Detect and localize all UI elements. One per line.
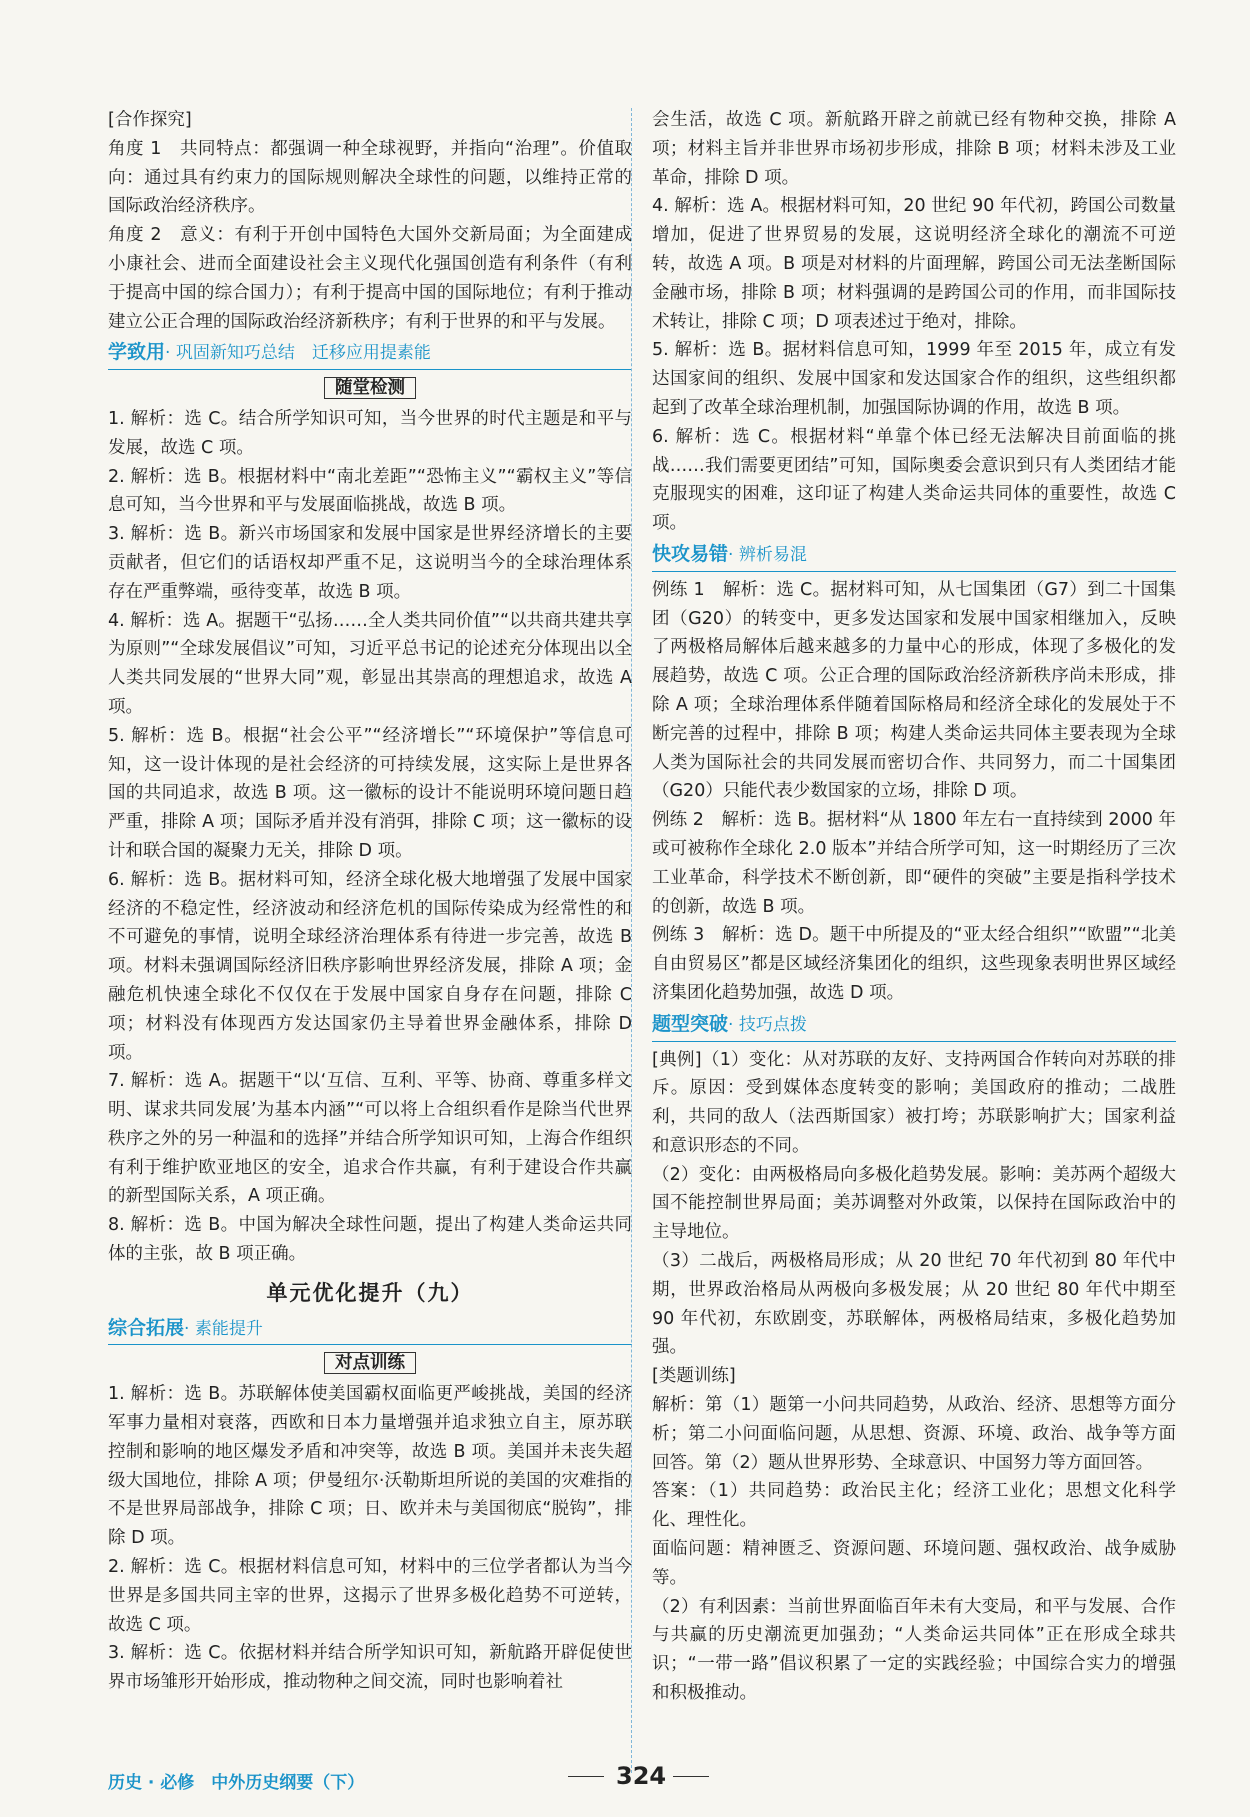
answer-item: 4. 解析：选 A。据题干“弘扬……全人类共同价值”“以共商共建共享为原则”“全球发展倡议”可知，习近平总书记的论述充分体现出以全人类共同发展的“世界大同”观，彰显出其崇高的理想追求，故选 A 项。: [108, 610, 632, 717]
footer-dash-left: [568, 1776, 604, 1777]
section-title: 快攻易错: [652, 542, 729, 565]
answer-item: 5. 解析：选 B。根据“社会公平”“经济增长”“环境保护”等信息可知，这一设计体现的是社会经济的可持续发展，这实际上是世界各国的共同追求，故选 B 项。这一徽标的设计不能说明环境问题日趋严重，排除 A 项；国际矛盾并没有消弭，排除 C 项；这一徽标的设计和联合国的凝聚力无关，排除 D 项。: [108, 725, 632, 861]
answer-item: 3. 解析：选 C。依据材料并结合所学知识可知，新航路开辟促使世界市场雏形开始形成，推动物种之间交流，同时也影响着社: [108, 1643, 632, 1693]
section-header-xuezhiyong: [108, 338, 632, 370]
answer-item: 2. 解析：选 B。根据材料中“南北差距”“恐怖主义”“霸权主义”等信息可知，当今世界和平与发展面临挑战，故选 B 项。: [108, 466, 632, 516]
answer-item: 2. 解析：选 C。根据材料信息可知，材料中的三位学者都认为当今世界是多国共同主宰的世界，这揭示了世界多极化趋势不可逆转，故选 C 项。: [108, 1557, 632, 1635]
similar-training-label: [类题训练]: [652, 1366, 736, 1387]
footer-subject: 历史 · 必修 中外历史纲要（下）: [108, 1773, 365, 1793]
section-subtitle: · 素能提升: [184, 1318, 263, 1339]
answer-paragraph: 答案：（1）共同趋势：政治民主化；经济工业化；思想文化科学化、理性化。: [652, 1481, 1176, 1531]
column-divider: [631, 108, 632, 1773]
answer-item: 1. 解析：选 B。苏联解体使美国霸权面临更严峻挑战，美国的经济军事力量相对衰落，西欧和日本力量增强并追求独立自主，原苏联控制和影响的地区爆发矛盾和冲突等，故选 B 项。美国并未丧失超级大国地位，排除 A 项；伊曼纽尔·沃勒斯坦所说的美国的灾难指的不是世界局部战争，排除 C 项；日、欧并未与美国彻底“脱钩”，排除 D 项。: [108, 1384, 632, 1549]
section-subtitle: · 辨析易混: [728, 544, 807, 565]
answer-paragraph: 面临问题：精神匮乏、资源问题、环境问题、强权政治、战争威胁等。: [652, 1539, 1176, 1588]
boxed-heading-quiz: 随堂检测: [108, 374, 632, 403]
boxed-heading-practice: 对点训练: [108, 1349, 632, 1378]
typical-example-paragraph: （2）变化：由两极格局向多极化趋势发展。影响：美苏两个超级大国不能控制世界局面；美苏调整对外政策，以保持在国际政治中的主导地位。: [652, 1164, 1176, 1243]
answer-item: 6. 解析：选 C。根据材料“单靠个体已经无法解决目前面临的挑战……我们需要更团结”可知，国际奥委会意识到只有人类团结才能克服现实的困难，这印证了构建人类命运共同体的重要性，故选 C 项。: [652, 426, 1176, 534]
section-header-kuaigong: [652, 540, 1176, 572]
section-header-tixing: [652, 1010, 1176, 1042]
section-header-zonghe: [108, 1314, 632, 1346]
unit-title: 单元优化提升（九）: [266, 1280, 474, 1305]
footer-dash-right: [673, 1776, 709, 1777]
left-column: [108, 106, 632, 1697]
answer-item: 7. 解析：选 A。据题干“以‘互信、互利、平等、协商、尊重多样文明、谋求共同发展’为基本内涵”“可以将上合组织看作是除当代世界秩序之外的另一种温和的选择”并结合所学知识可知，上海合作组织有利于维护欧亚地区的安全，追求合作共赢，有利于建设合作共赢的新型国际关系，A 项正确。: [108, 1071, 632, 1207]
answer-item: 5. 解析：选 B。据材料信息可知，1999 年至 2015 年，成立有发达国家间的组织、发展中国家和发达国家合作的组织，这些组织都起到了改革全球治理机制，加强国际协调的作用，故选 B 项。: [652, 340, 1176, 418]
angle-2-paragraph: 角度 2 意义：有利于开创中国特色大国外交新局面；为全面建成小康社会、进而全面建设社会主义现代化强国创造有利条件（有利于提高中国的综合国力）；有利于提高中国的国际地位；有利于推动建立公正合理的国际政治经济新秩序；有利于世界的和平与发展。: [108, 225, 632, 332]
answer-paragraph: （2）有利因素：当前世界面临百年未有大变局，和平与发展、合作与共赢的历史潮流更加强劲；“人类命运共同体”正在形成全球共识；“一带一路”倡议积累了一定的实践经验；中国综合实力的增强和积极推动。: [652, 1596, 1176, 1704]
example-item: 例练 1 解析：选 C。据材料可知，从七国集团（G7）到二十国集团（G20）的转变中，更多发达国家和发展中国家相继加入，反映了两极格局解体后越来越多的力量中心的形成，体现了多极化的发展趋势，故选 C 项。公正合理的国际政治经济新秩序尚未形成，排除 A 项；全球治理体系伴随着国际格局和经济全球化的发展处于不断完善的过程中，排除 B 项；构建人类命运共同体主要表现为全球人类为国际社会的共同发展而密切合作、共同努力，而二十国集团（G20）只能代表少数国家的立场，排除 D 项。: [652, 579, 1176, 802]
section-title: 综合拓展: [108, 1316, 185, 1339]
cooperative-inquiry-label: [合作探究]: [108, 110, 192, 130]
section-title: 题型突破: [652, 1012, 729, 1035]
answer-item: 3. 解析：选 B。新兴市场国家和发展中国家是世界经济增长的主要贡献者，但它们的话语权却严重不足，这说明当今的全球治理体系存在严重弊端，亟待变革，故选 B 项。: [108, 524, 632, 602]
section-title: 学致用: [108, 341, 166, 364]
section-subtitle: · 巩固新知巧总结 迁移应用提素能: [165, 343, 431, 364]
right-column: [652, 106, 1176, 1708]
analysis-paragraph: 解析：第（1）题第一小问共同趋势，从政治、经济、思想等方面分析；第二小问面临问题，从思想、资源、环境、政治、战争等方面回答。第（2）题从世界形势、全球意识、中国努力等方面回答。: [652, 1395, 1176, 1473]
example-item: 例练 2 解析：选 B。据材料“从 1800 年左右一直持续到 2000 年或可被称作全球化 2.0 版本”并结合所学可知，这一时期经历了三次工业革命，科学技术不断创新，即“硬件的突破”主要是指科学技术的创新，故选 B 项。: [652, 810, 1176, 917]
answer-item: 1. 解析：选 C。结合所学知识可知，当今世界的时代主题是和平与发展，故选 C 项。: [108, 408, 632, 458]
angle-1-paragraph: 角度 1 共同特点：都强调一种全球视野，并指向“治理”。价值取向：通过具有约束力的国际规则解决全球性的问题，以维持正常的国际政治经济秩序。: [108, 138, 632, 217]
page-footer: [108, 1762, 1148, 1798]
section-subtitle: · 技巧点拨: [728, 1014, 807, 1035]
answer-item: 4. 解析：选 A。根据材料可知，20 世纪 90 年代初，跨国公司数量增加，促进了世界贸易的发展，这说明经济全球化的潮流不可逆转，故选 A 项。B 项是对材料的片面理解，跨国公司无法垄断国际金融市场，排除 B 项；材料强调的是跨国公司的作用，而非国际技术转让，排除 C 项；D 项表述过于绝对，排除。: [652, 196, 1176, 332]
example-item: 例练 3 解析：选 D。题干中所提及的“亚太经合组织”“欧盟”“北美自由贸易区”都是区域经济集团化的组织，这些现象表明世界区域经济集团化趋势加强，故选 D 项。: [652, 925, 1176, 1003]
answer-item-continued: 会生活，故选 C 项。新航路开辟之前就已经有物种交换，排除 A 项；材料主旨并非世界市场初步形成，排除 B 项；材料未涉及工业革命，排除 D 项。: [652, 110, 1176, 188]
typical-example-paragraph: （3）二战后，两极格局形成；从 20 世纪 70 年代初到 80 年代中期，世界政治格局从两极向多极发展；从 20 世纪 80 年代中期至 90 年代初，东欧剧变，苏联解体，两极格局结束，多极化趋势加强。: [652, 1251, 1176, 1358]
answer-item: 6. 解析：选 B。据材料可知，经济全球化极大地增强了发展中国家经济的不稳定性，经济波动和经济危机的国际传染成为经常性的和不可避免的事情，说明全球经济治理体系有待进一步完善，故选 B 项。材料未强调国际经济旧秩序影响世界经济发展，排除 A 项；金融危机快速全球化不仅仅在于发展中国家自身存在问题，排除 C 项；材料没有体现西方发达国家仍主导着世界金融体系，排除 D 项。: [108, 869, 632, 1063]
typical-example-paragraph: [典例]（1）变化：从对苏联的友好、支持两国合作转向对苏联的排斥。原因：受到媒体态度转变的影响；美国政府的推动；二战胜利，共同的敌人（法西斯国家）被打垮；苏联影响扩大；国家利益和意识形态的不同。: [652, 1049, 1176, 1156]
answer-item: 8. 解析：选 B。中国为解决全球性问题，提出了构建人类命运共同体的主张，故 B 项正确。: [108, 1215, 632, 1265]
page-number: 324: [616, 1762, 667, 1790]
